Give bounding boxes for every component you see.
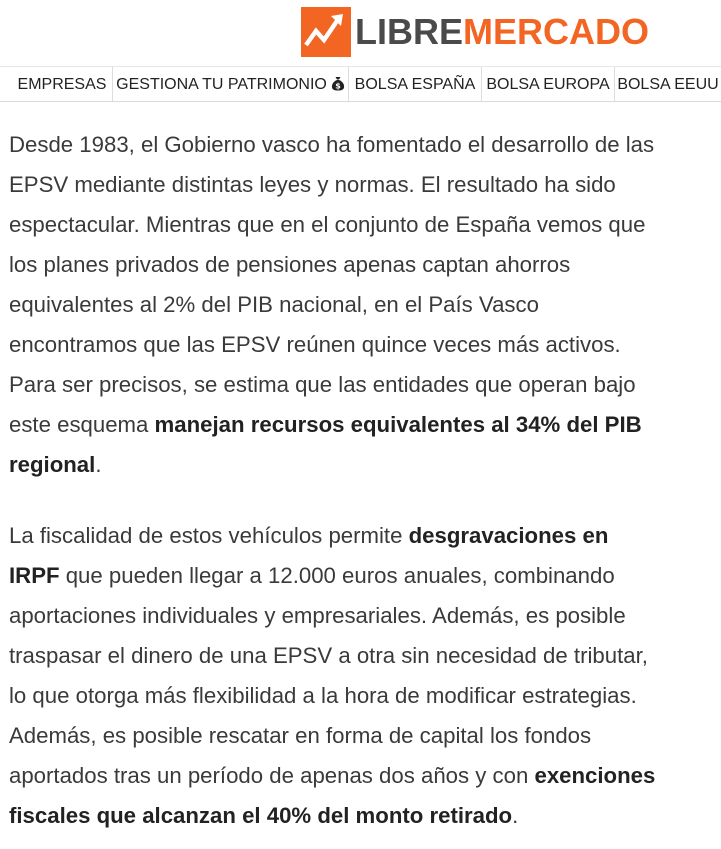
text-line <box>9 516 719 556</box>
nav-item-label: EMPRESAS <box>17 76 107 93</box>
article-body <box>9 125 719 836</box>
logo-mercado: MERCADO <box>463 11 649 52</box>
text-line: encontramos que las EPSV reúnen quince veces más activos. <box>9 332 621 357</box>
bold-text: manejan recursos equivalentes al 34% del PIB <box>154 412 642 437</box>
bold-text: fiscales que alcanzan el 40% del monto retirado <box>9 803 513 828</box>
text-line: aportaciones individuales y empresariales. Además, es posible <box>9 603 626 628</box>
text-line: Para ser precisos, se estima que las entidades que operan bajo <box>9 372 636 397</box>
bold-text: desgravaciones en <box>408 523 609 548</box>
nav-item-label: BOLSA ESPAÑA <box>354 76 476 93</box>
site-logo[interactable] <box>301 7 649 57</box>
logo-libre: LIBRE <box>355 11 463 52</box>
text-line: traspasar el dinero de una EPSV a otra sin necesidad de tributar, <box>9 643 648 668</box>
article-paragraph-2 <box>9 516 719 836</box>
text-line: equivalentes al 2% del PIB nacional, en el País Vasco <box>9 292 539 317</box>
text-segment: que pueden llegar a 12.000 euros anuales, combinando <box>59 563 615 588</box>
text-line <box>9 556 719 596</box>
text-line: lo que otorga más flexibilidad a la hora de modificar estrategias. <box>9 683 637 708</box>
text-segment: aportados tras un período de apenas dos años y con <box>9 763 535 788</box>
text-segment: . <box>512 803 519 828</box>
section-nav <box>0 67 721 102</box>
text-line <box>9 405 719 445</box>
nav-item-label: GESTIONA TU PATRIMONIO <box>116 76 327 93</box>
site-header <box>0 0 721 67</box>
nav-item-gestiona-tu-patrimonio[interactable] <box>113 67 349 101</box>
text-line: Desde 1983, el Gobierno vasco ha fomentado el desarrollo de las <box>9 132 655 157</box>
text-line: espectacular. Mientras que en el conjunto de España vemos que <box>9 212 646 237</box>
text-line <box>9 445 719 485</box>
text-line <box>9 756 719 796</box>
bold-text: exenciones <box>534 763 656 788</box>
text-segment: este esquema <box>9 412 155 437</box>
text-line: Además, es posible rescatar en forma de capital los fondos <box>9 723 592 748</box>
nav-item-label: BOLSA EUROPA <box>486 76 610 93</box>
text-line: EPSV mediante distintas leyes y normas. El resultado ha sido <box>9 172 616 197</box>
nav-item-bolsa-espana[interactable] <box>349 67 482 101</box>
text-segment: . <box>95 452 102 477</box>
nav-item-empresas[interactable] <box>12 67 113 101</box>
text-line <box>9 796 719 836</box>
money-bag-icon <box>331 76 345 91</box>
bold-text: regional <box>9 452 96 477</box>
article-paragraph-1 <box>9 125 719 485</box>
nav-item-label: BOLSA EEUU <box>617 76 719 93</box>
nav-item-bolsa-europa[interactable] <box>482 67 615 101</box>
bold-text: IRPF <box>9 563 60 588</box>
logo-wordmark <box>355 7 649 57</box>
nav-item-bolsa-eeuu[interactable] <box>615 67 721 101</box>
text-line: los planes privados de pensiones apenas captan ahorros <box>9 252 571 277</box>
text-segment: La fiscalidad de estos vehículos permite <box>9 523 409 548</box>
svg-text:$: $ <box>335 81 341 91</box>
trend-chart-icon <box>301 7 351 57</box>
